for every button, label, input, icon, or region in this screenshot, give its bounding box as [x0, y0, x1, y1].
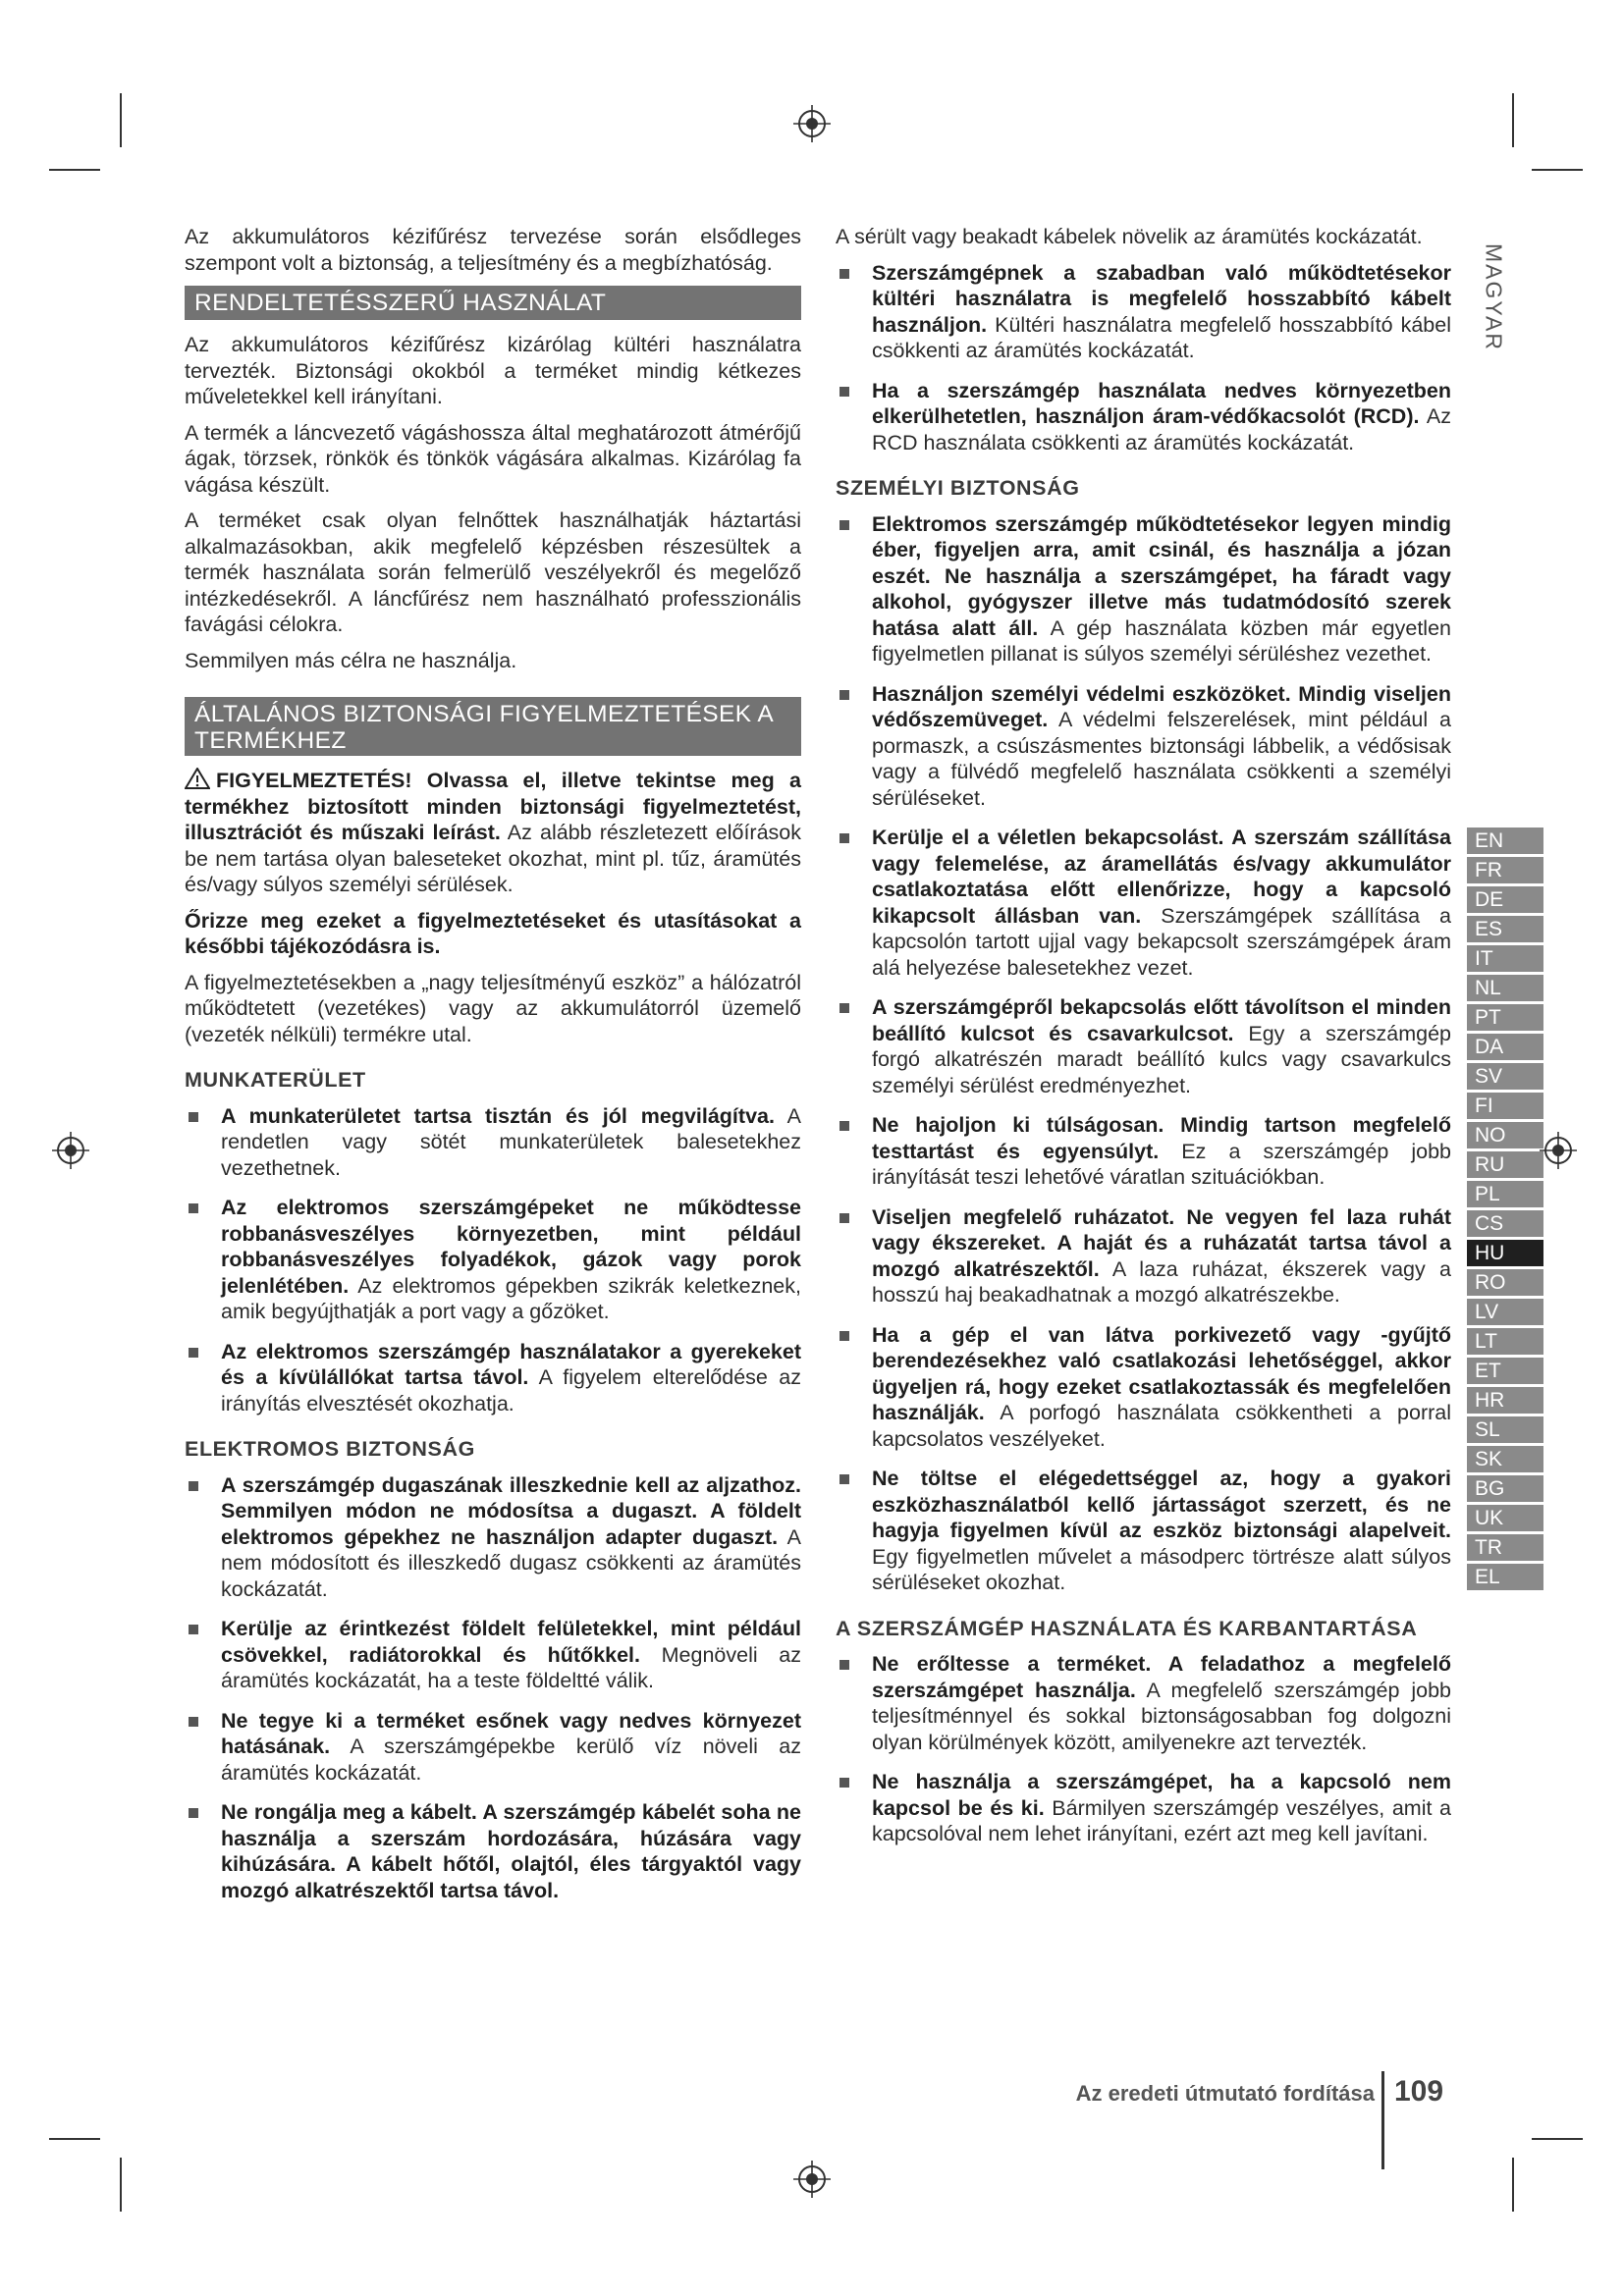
crop-mark [1532, 2138, 1583, 2140]
page-number: 109 [1394, 2075, 1444, 2108]
subheading-personal-safety: SZEMÉLYI BIZTONSÁG [836, 476, 1080, 500]
list-item: A szerszámgép dugaszának illeszkednie kell az aljzathoz. Semmilyen módon ne módosítsa a dugaszt. A földelt elektromos gépekhez ne használjon adapter dugaszt. A nem módosított és illeszkedő dugasz csökkenti az áramütés kockázatát. [185, 1472, 801, 1603]
paragraph: Semmilyen más célra ne használja. [185, 648, 517, 672]
list-item: Ha a gép el van látva porkivezető vagy -gyűjtő berendezésekhez való csatlakozási lehetőséggel, akkor ügyeljen rá, hogy ezeket csatlakoztassák és megfelelően használják. A porfogó használata csökkentheti a porral kapcsolatos veszélyeket. [836, 1322, 1451, 1453]
paragraph: A terméket csak olyan felnőttek használhatják háztartási alkalmazásokban, akik megfelelő képzésben részesültek a termék használata során felmerülő veszélyekről és megelőző intézkedésekről. A láncfűrész nem használható professzionális favágási célokra. [185, 508, 801, 636]
language-tab-fr: FR [1467, 857, 1543, 883]
subheading-work-area: MUNKATERÜLET [185, 1068, 366, 1092]
list-item: Kerülje az érintkezést földelt felületekkel, mint például csövekkel, radiátorokkal és hűtőkkel. Megnöveli az áramütés kockázatát, ha a teste földeltté válik. [185, 1616, 801, 1694]
list-item: Ne erőltesse a terméket. A feladathoz a megfelelő szerszámgépet használja. A megfelelő szerszámgép jobb teljesítménnyel és sokkal biztonságosabban fog dolgozni olyan körülmények között, amilyenekre azt tervezték. [836, 1651, 1451, 1755]
footer-divider [1381, 2071, 1384, 2169]
language-tab-da: DA [1467, 1034, 1543, 1060]
language-tab-el: EL [1467, 1564, 1543, 1590]
intro-paragraph: Az akkumulátoros kézifűrész tervezése során elsődleges szempont volt a biztonság, a teljesítmény és a megbízhatóság. [185, 225, 801, 275]
subheading-tool-use: A SZERSZÁMGÉP HASZNÁLATA ÉS KARBANTARTÁSA [836, 1616, 1418, 1640]
list-item: Ha a szerszámgép használata nedves környezetben elkerülhetetlen, használjon áram-védőkacsolót (RCD). Az RCD használata csökkenti az áramütés kockázatát. [836, 378, 1451, 456]
crop-mark [1532, 169, 1583, 171]
language-tab-es: ES [1467, 916, 1543, 942]
registration-mark-icon [792, 104, 832, 143]
crop-mark [120, 2158, 122, 2212]
language-tab-no: NO [1467, 1122, 1543, 1148]
section-heading-general-safety: ÁLTALÁNOS BIZTONSÁGI FIGYELMEZTETÉSEK A TERMÉKHEZ [185, 697, 801, 756]
language-tab-bg: BG [1467, 1475, 1543, 1502]
list-item: Ne használja a szerszámgépet, ha a kapcsoló nem kapcsol be és ki. Bármilyen szerszámgép veszélyes, amit a kapcsolóval nem lehet irányítani, ezért azt meg kell javítani. [836, 1769, 1451, 1847]
language-tab-de: DE [1467, 886, 1543, 913]
keep-note: Őrizze meg ezeket a figyelmeztetéseket és utasításokat a későbbi tájékozódásra is. [185, 908, 801, 958]
language-tab-fi: FI [1467, 1093, 1543, 1119]
language-tab-sl: SL [1467, 1416, 1543, 1443]
registration-mark-icon [51, 1131, 90, 1170]
left-column [185, 224, 801, 1903]
list-item: Elektromos szerszámgép működtetésekor legyen mindig éber, figyeljen arra, amit csinál, és használja a józan eszét. Ne használja a szerszámgépet, ha fáradt vagy alkohol, gyógyszer illetve más tudatmódosító szerek hatása alatt áll. A gép használata közben már egyetlen figyelmetlen pillanat is súlyos személyi sérüléshez vezethet. [836, 511, 1451, 667]
registration-mark-icon [792, 2160, 832, 2199]
paragraph: Az akkumulátoros kézifűrész kizárólag kültéri használatra tervezték. Biztonsági okokból a terméket mindig kétkezes műveletekkel kell irányítani. [185, 333, 801, 408]
language-tab-tr: TR [1467, 1534, 1543, 1561]
list-item: A szerszámgépről bekapcsolás előtt távolítson el minden beállító kulcsot és csavarkulcsot. Egy a szerszámgép forgó alkatrészén maradt beállító kulcs vagy csavarkulcs személyi sérülést eredményezhet. [836, 994, 1451, 1098]
language-tab-sv: SV [1467, 1063, 1543, 1090]
language-tab-en: EN [1467, 828, 1543, 854]
language-tab-ru: RU [1467, 1151, 1543, 1178]
electrical-list-continued [836, 260, 1451, 456]
language-tab-hu: HU [1467, 1240, 1543, 1266]
warning-bold-text: FIGYELMEZTETÉS! Olvassa el, illetve tekintse meg a termékhez biztosított minden biztonsági figyelmeztetést, illusztrációt és műszaki leírást. [185, 769, 801, 844]
side-language-label: MAGYAR [1481, 243, 1507, 351]
electrical-list [185, 1472, 801, 1904]
footer-caption: Az eredeti útmutató fordítása [1075, 2081, 1375, 2106]
language-tab-lt: LT [1467, 1328, 1543, 1355]
crop-mark [49, 2138, 100, 2140]
section-heading-intended-use: RENDELTETÉSSZERŰ HASZNÁLAT [185, 286, 801, 320]
warning-triangle-icon [185, 768, 210, 789]
list-item: Ne hajoljon ki túlságosan. Mindig tartson megfelelő testtartást és egyensúlyt. Ez a szerszámgép jobb irányítását teszi lehetővé váratlan szituációkban. [836, 1112, 1451, 1191]
list-item: Viseljen megfelelő ruházatot. Ne vegyen fel laza ruhát vagy ékszereket. A haját és a ruházatát tartsa távol a mozgó alkatrészektől. A laza ruházat, ékszerek vagy a hosszú haj beakadhatnak a mozgó alkatrészekbe. [836, 1204, 1451, 1308]
list-item: Az elektromos szerszámgépeket ne működtesse robbanásveszélyes környezetben, mint például robbanásveszélyes folyadékok, gázok vagy porok jelenlétében. Az elektromos gépekben szikrák keletkeznek, amik begyújthatják a port vagy a gőzöket. [185, 1195, 801, 1325]
list-item: Ne rongálja meg a kábelt. A szerszámgép kábelét soha ne használja a szerszám hordozására, húzására vagy kihúzására. A kábelt hőtől, olajtól, éles tárgyaktól vagy mozgó alkatrészektől tartsa távol. [185, 1799, 801, 1903]
warning-paragraph [185, 768, 801, 898]
language-tab-sk: SK [1467, 1446, 1543, 1472]
list-item: A munkaterületet tartsa tisztán és jól megvilágítva. A rendetlen vagy sötét munkaterületek balesetekhez vezethetnek. [185, 1103, 801, 1182]
language-tab-it: IT [1467, 945, 1543, 972]
language-tab-cs: CS [1467, 1210, 1543, 1237]
crop-mark [120, 93, 122, 147]
list-item: Ne töltse el elégedettséggel az, hogy a gyakori eszközhasználatból kellő jártasságot szerzett, és ne hagyja figyelmen kívül az eszköz biztonsági alapelveit. Egy figyelmetlen művelet a másodperc törtrésze alatt súlyos sérüléseket okozhat. [836, 1466, 1451, 1596]
list-item: Használjon személyi védelmi eszközöket. Mindig viseljen védőszemüveget. A védelmi felszerelések, mint például a pormaszk, a csúszásmentes biztonsági lábbelik, a védősisak vagy a fülvédő megfelelő használata csökkenti a személyi sérüléseket. [836, 681, 1451, 812]
continued-text: A sérült vagy beakadt kábelek növelik az áramütés kockázatát. [836, 225, 1423, 248]
crop-mark [49, 169, 100, 171]
language-tabs [1467, 828, 1543, 1593]
list-item: Ne tegye ki a terméket esőnek vagy nedves környezet hatásának. A szerszámgépekbe kerülő víz növeli az áramütés kockázatát. [185, 1708, 801, 1787]
crop-mark [1512, 2158, 1514, 2212]
warning-text: Az alább részletezett előírások be nem tartása olyan baleseteket okozhat, mint pl. tűz, áramütés és/vagy súlyos személyi sérülések. [185, 821, 801, 896]
list-item: Szerszámgépnek a szabadban való működtetésekor kültéri használatra is megfelelő hosszabbító kábelt használjon. Kültéri használatra megfelelő hosszabbító kábel csökkenti az áramütés kockázatát. [836, 260, 1451, 364]
list-item: Kerülje el a véletlen bekapcsolást. A szerszám szállítása vagy felemelése, az áramellátás és/vagy akkumulátor csatlakoztatása előtt ellenőrizze, hogy a kapcsoló kikapcsolt állásban van. Szerszámgépek szállítása a kapcsolón tartott ujjal vagy bekapcsolt szerszámgépek áram alá helyezése balesetekhez vezet. [836, 825, 1451, 981]
language-tab-pl: PL [1467, 1181, 1543, 1207]
registration-mark-icon [1539, 1131, 1578, 1170]
personal-safety-list [836, 511, 1451, 1596]
language-tab-et: ET [1467, 1358, 1543, 1384]
language-tab-hr: HR [1467, 1387, 1543, 1414]
language-tab-ro: RO [1467, 1269, 1543, 1296]
paragraph: A termék a láncvezető vágáshossza által meghatározott átmérőjű ágak, törzsek, rönkök és tönkök vágására alkalmas. Kizárólag fa vágása készült. [185, 420, 801, 497]
language-tab-uk: UK [1467, 1505, 1543, 1531]
crop-mark [1512, 93, 1514, 147]
work-area-list [185, 1103, 801, 1417]
list-item: Az elektromos szerszámgép használatakor a gyerekeket és a kívülállókat tartsa távol. A figyelem elterelődése az irányítás elvesztését okozhatja. [185, 1339, 801, 1417]
tool-use-list [836, 1651, 1451, 1847]
language-tab-pt: PT [1467, 1004, 1543, 1031]
definition-paragraph: A figyelmeztetésekben a „nagy teljesítményű eszköz” a hálózatról működtetett (vezetékes) vagy az akkumulátorról üzemelő (vezeték nélküli) termékre utal. [185, 970, 801, 1046]
language-tab-lv: LV [1467, 1299, 1543, 1325]
subheading-electrical: ELEKTROMOS BIZTONSÁG [185, 1437, 475, 1461]
language-tab-nl: NL [1467, 975, 1543, 1001]
right-column [836, 224, 1451, 1861]
